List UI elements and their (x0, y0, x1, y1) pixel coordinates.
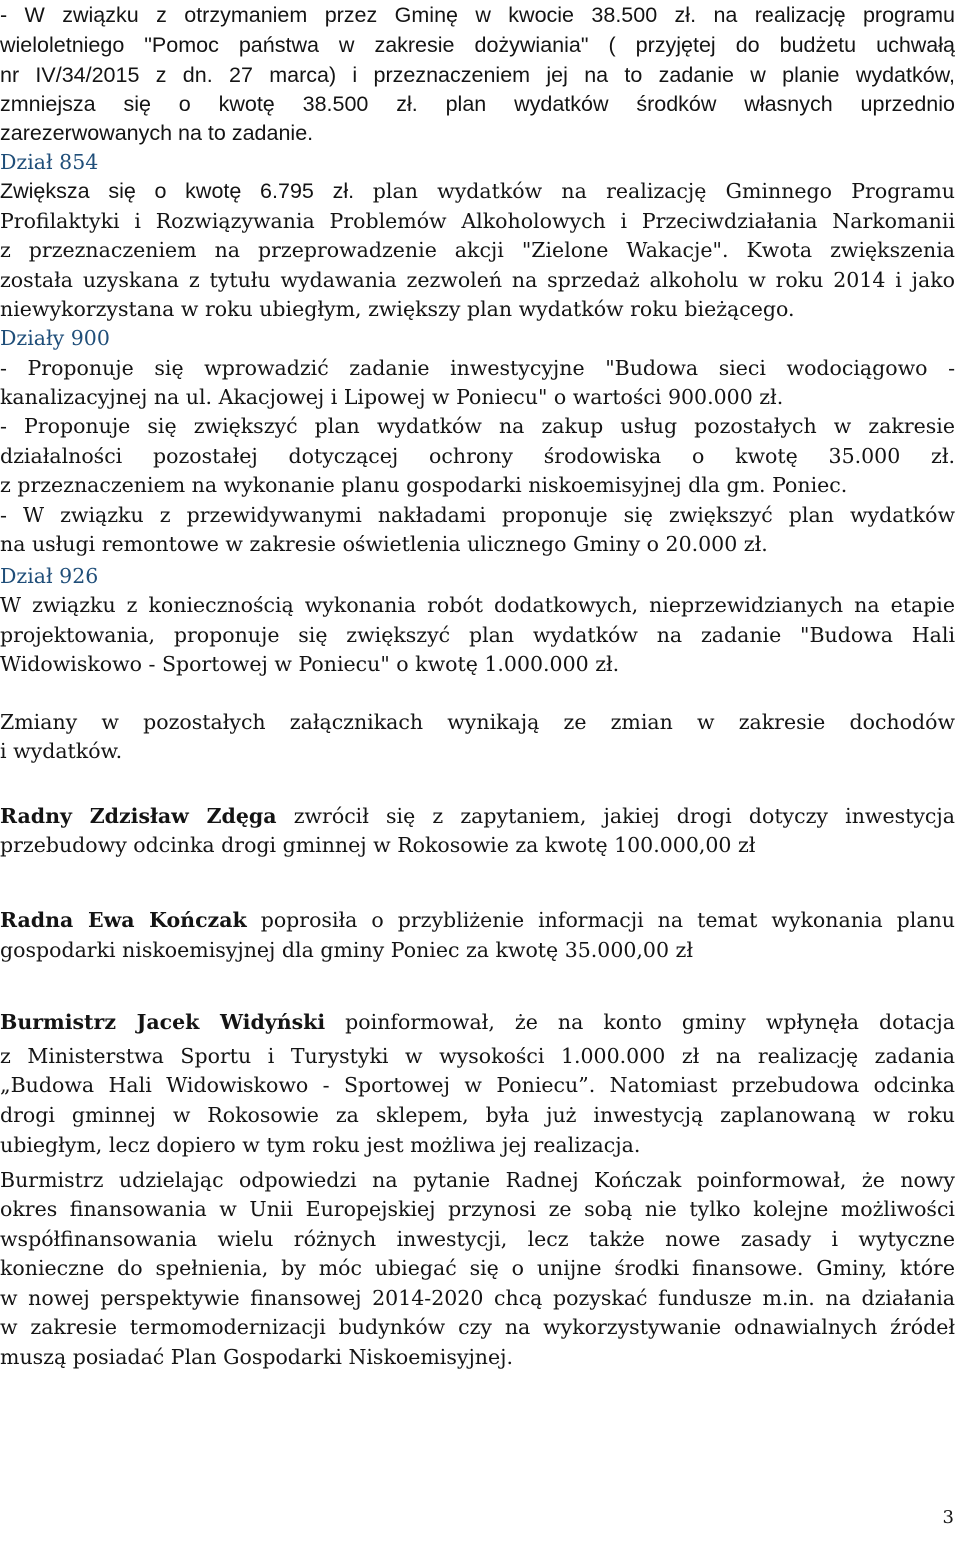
text-span: na usługi remontowe w zakresie oświetlenia ulicznego Gminy o 20.000 zł. (0, 532, 768, 556)
text-line (0, 118, 955, 148)
text-span: drogi gminnej w Rokosowie za sklepem, była już inwestycją zaplanowaną w roku (0, 1103, 955, 1127)
text-span: przebudowy odcinka drogi gminnej w Rokosowie za kwotę 100.000,00 zł (0, 833, 756, 857)
text-line (0, 529, 955, 559)
text-span: gospodarki niskoemisyjnej dla gminy Poniec za kwotę 35.000,00 zł (0, 938, 693, 962)
text-line (0, 1283, 955, 1313)
text-line (0, 294, 955, 324)
text-line (0, 30, 955, 60)
text-line (0, 1007, 955, 1037)
text-span: Profilaktyki i Rozwiązywania Problemów Alkoholowych i Przeciwdziałania Narkomanii (0, 209, 955, 233)
text-span: zmniejsza się o kwotę 38.500 zł. plan wydatków środków własnych uprzednio (0, 92, 955, 116)
text-span: projektowania, proponuje się zwiększyć plan wydatków na zadanie "Budowa Hali (0, 623, 955, 647)
text-line (0, 1041, 955, 1071)
text-span: zwrócił się z zapytaniem, jakiej drogi dotyczy inwestycja (276, 804, 955, 828)
text-line (0, 905, 955, 935)
text-line (0, 561, 955, 591)
text-span: - Proponuje się wprowadzić zadanie inwestycyjne "Budowa sieci wodociągowo - (0, 356, 955, 380)
text-span: nr IV/34/2015 z dn. 27 marca) i przeznaczeniem jej na to zadanie w planie wydatków, (0, 63, 955, 87)
text-line (0, 441, 955, 471)
text-span: z przeznaczeniem na wykonanie planu gospodarki niskoemisyjnej dla gm. Poniec. (0, 473, 848, 497)
text-span: zarezerwowanych na to zadanie. (0, 121, 314, 145)
text-span: Widowiskowo - Sportowej w Poniecu" o kwotę 1.000.000 zł. (0, 652, 620, 676)
text-line (0, 830, 955, 860)
text-line (0, 411, 955, 441)
text-span: „Budowa Hali Widowiskowo - Sportowej w Poniecu”. Natomiast przebudowa odcinka (0, 1073, 955, 1097)
text-span: kanalizacyjnej na ul. Akacjowej i Lipowej w Poniecu" o wartości 900.000 zł. (0, 385, 784, 409)
text-span: Burmistrz udzielając odpowiedzi na pytanie Radnej Kończak poinformował, że nowy (0, 1168, 955, 1192)
text-span: poprosiła o przybliżenie informacji na temat wykonania planu (246, 908, 955, 932)
speaker-name: Radny Zdzisław Zdęga (0, 804, 277, 828)
text-span: w nowej perspektywie finansowej 2014-2020 chcą pozyskać fundusze m.in. na działania (0, 1286, 955, 1310)
text-line (0, 147, 955, 177)
text-span: z Ministerstwa Sportu i Turystyki w wysokości 1.000.000 zł na realizację zadania (0, 1044, 955, 1068)
text-span: została uzyskana z tytułu wydawania zezwoleń na sprzedaż alkoholu w roku 2014 i jako (0, 268, 955, 292)
text-span: muszą posiadać Plan Gospodarki Niskoemisyjnej. (0, 1345, 514, 1369)
text-line (0, 206, 955, 236)
text-line (0, 649, 955, 679)
text-line (0, 707, 955, 737)
text-line (0, 801, 955, 831)
text-span: wieloletniego "Pomoc państwa w zakresie dożywiania" ( przyjętej do budżetu uchwałą (0, 33, 955, 57)
text-line (0, 620, 955, 650)
text-line (0, 60, 955, 90)
text-line (0, 1070, 955, 1100)
text-line (0, 353, 955, 383)
text-line (0, 1165, 955, 1195)
text-line (0, 1194, 955, 1224)
text-span: poinformował, że na konto gminy wpłynęła dotacja (325, 1010, 955, 1034)
text-line (0, 1253, 955, 1283)
page-number: 3 (942, 1507, 954, 1528)
text-line (0, 1100, 955, 1130)
text-span: - W związku z otrzymaniem przez Gminę w kwocie 38.500 zł. na realizację programu (0, 3, 955, 27)
text-span: działalności pozostałej dotyczącej ochrony środowiska o kwotę 35.000 zł. (0, 444, 955, 468)
text-span: okres finansowania w Unii Europejskiej przynosi ze sobą nie tylko kolejne możliwości (0, 1197, 955, 1221)
text-line (0, 235, 955, 265)
text-span: plan wydatków na realizację Gminnego Programu (372, 179, 955, 203)
section-heading: Działy 900 (0, 326, 110, 350)
text-span: i wydatków. (0, 739, 123, 763)
text-line (0, 382, 955, 412)
text-span: - W związku z przewidywanymi nakładami proponuje się zwiększyć plan wydatków (0, 503, 955, 527)
text-span: ubiegłym, lecz dopiero w tym roku jest możliwa jej realizacja. (0, 1133, 641, 1157)
text-span: niewykorzystana w roku ubiegłym, zwiększy plan wydatków roku bieżącego. (0, 297, 795, 321)
text-line (0, 1224, 955, 1254)
text-line (0, 1342, 955, 1372)
text-line (0, 176, 955, 206)
text-line (0, 470, 955, 500)
text-span: z przeznaczeniem na przeprowadzenie akcji "Zielone Wakacje". (0, 238, 747, 262)
section-heading: Dział 854 (0, 150, 99, 174)
text-span: w zakresie termomodernizacji budynków czy na wykorzystywanie odnawialnych źródeł (0, 1315, 955, 1339)
section-heading: Dział 926 (0, 564, 99, 588)
text-line (0, 89, 955, 119)
text-line (0, 935, 955, 965)
text-line (0, 1130, 955, 1160)
text-span: konieczne do spełnienia, by móc ubiegać się o unijne środki finansowe. Gminy, które (0, 1256, 955, 1280)
text-line (0, 500, 955, 530)
text-line (0, 0, 955, 30)
text-line (0, 1312, 955, 1342)
text-line (0, 736, 955, 766)
text-line (0, 323, 955, 353)
text-span: współfinansowania wielu różnych inwestycji, lecz także nowe zasady i wytyczne (0, 1227, 955, 1251)
text-line (0, 590, 955, 620)
text-span: Zmiany w pozostałych załącznikach wynikają ze zmian w zakresie dochodów (0, 710, 955, 734)
text-span: W związku z koniecznością wykonania robót dodatkowych, nieprzewidzianych na etapie (0, 593, 955, 617)
text-line (0, 265, 955, 295)
speaker-name: Radna Ewa Kończak (0, 908, 247, 932)
speaker-name: Burmistrz Jacek Widyński (0, 1010, 326, 1034)
text-span: Zwiększa się o kwotę 6.795 zł. (0, 179, 373, 203)
text-span: - Proponuje się zwiększyć plan wydatków na zakup usług pozostałych w zakresie (0, 414, 955, 438)
text-span: Kwota zwiększenia (746, 238, 955, 262)
